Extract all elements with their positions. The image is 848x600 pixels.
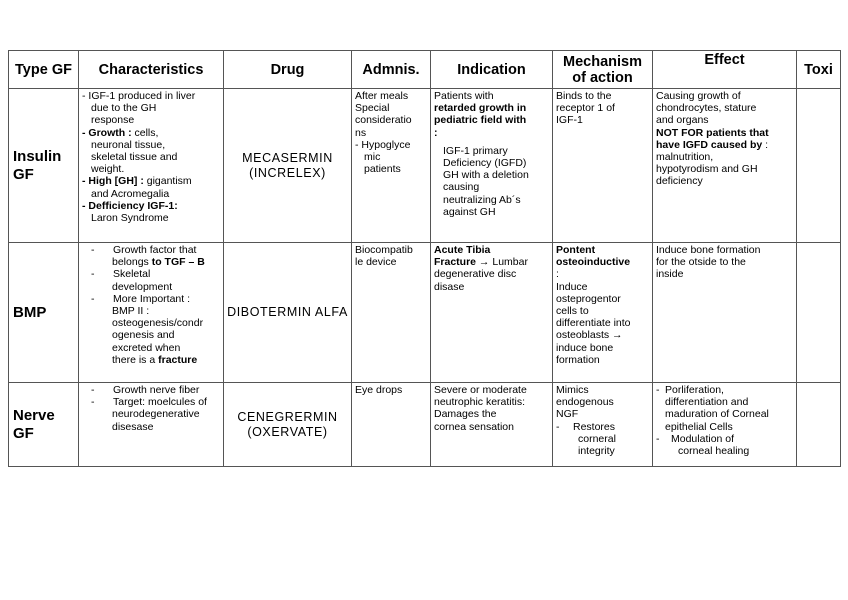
bullet-dash: - (556, 420, 560, 433)
text-line: differentiate into (556, 317, 631, 330)
text-line: malnutrition, (656, 151, 714, 164)
text-line: Causing growth of (656, 90, 741, 102)
bullet-dash: - (656, 384, 660, 396)
text-line: corneral (578, 432, 616, 445)
row-toxi (797, 89, 841, 243)
text-line: consideratio (355, 114, 412, 127)
text-line: : (762, 138, 769, 151)
row-type: Nerve GF (9, 383, 79, 467)
text-line: Eye drops (355, 384, 403, 396)
header-mechanism: Mechanism of action (553, 51, 653, 89)
text-line: ns (355, 126, 367, 139)
row-indication (431, 243, 553, 383)
text-line: cells, (131, 126, 159, 139)
text-bold: retarded growth in (434, 102, 527, 115)
text-line: Damages the (434, 408, 497, 421)
text-line: maduration of Corneal (665, 408, 769, 421)
text-line: for the otside to the (656, 256, 746, 269)
header-row (9, 51, 841, 89)
row-drug: MECASERMIN (INCRELEX) (224, 89, 352, 243)
text-line: le device (355, 256, 397, 269)
row-mechanism (553, 89, 653, 243)
text-line: neuronal tissue, (91, 138, 166, 151)
row-admnis (352, 383, 431, 467)
bullet-dash: - (656, 432, 660, 445)
text-line: Special (355, 102, 390, 115)
text-line: neurodegenerative (112, 408, 200, 421)
header-effect: Effect (653, 51, 797, 89)
header-type: Type GF (9, 51, 79, 89)
text-line: and organs (656, 114, 709, 127)
table-row (9, 383, 841, 467)
text-line: disesase (112, 420, 154, 433)
text-line: degenerative disc (434, 268, 517, 281)
text-bold: Pontent (556, 244, 596, 256)
text-line: ogenesis and (112, 329, 175, 342)
row-effect (653, 383, 797, 467)
text-line: Biocompatib (355, 244, 413, 256)
text-line: osteogenesis/condr (112, 317, 204, 330)
bullet-dash: - (91, 384, 95, 396)
row-characteristics (79, 89, 224, 243)
text-bold: - High [GH] : (82, 175, 144, 188)
text-line: IGF-1 (556, 114, 583, 127)
bullet-dash: - (91, 292, 95, 305)
row-toxi (797, 243, 841, 383)
text-line: endogenous (556, 396, 614, 409)
text-line: After meals (355, 90, 409, 102)
text-line: Skeletal (113, 268, 151, 281)
text-line: GH with a deletion (443, 169, 529, 182)
text-line: - Hypoglyce (355, 138, 411, 151)
row-characteristics (79, 383, 224, 467)
text-line: deficiency (656, 175, 703, 188)
text-line: BMP II : (112, 305, 150, 318)
text-line: skeletal tissue and (91, 151, 178, 164)
text-line: Growth nerve fiber (113, 384, 200, 396)
text-line: IGF-1 primary (443, 144, 508, 157)
text-line: causing (443, 181, 480, 194)
text-line: hypotyrodism and GH (656, 163, 758, 176)
row-admnis (352, 89, 431, 243)
row-indication (431, 383, 553, 467)
header-indication: Indication (431, 51, 553, 89)
text-line: → Lumbar (476, 256, 528, 269)
bullet-dash: - (91, 244, 95, 256)
row-drug: CENEGRERMIN (OXERVATE) (224, 383, 352, 467)
text-line: corneal healing (678, 445, 750, 458)
header-characteristics: Characteristics (79, 51, 224, 89)
text-bold: pediatric field with (434, 114, 527, 127)
text-line: development (112, 280, 173, 293)
header-toxi: Toxi (797, 51, 841, 89)
text-line: gigantism (143, 175, 192, 188)
row-drug: DIBOTERMIN ALFA (224, 243, 352, 383)
bullet-dash: - (91, 268, 95, 281)
text-line: neutralizing Ab´s (443, 193, 521, 206)
text-line: Induce (556, 280, 588, 293)
text-line: against GH (443, 205, 496, 218)
text-line: - IGF-1 produced in liver (82, 90, 196, 102)
text-bold: : (434, 126, 438, 139)
text-line: excreted when (112, 341, 181, 354)
text-line: mic (364, 151, 381, 164)
text-line: Patients with (434, 90, 494, 102)
table-row (9, 243, 841, 383)
text-line: More Important : (113, 292, 191, 305)
text-line: formation (556, 353, 600, 366)
row-type: BMP (9, 243, 79, 383)
table-row (9, 89, 841, 243)
text-line: patients (364, 163, 401, 176)
text-bold: - Defficiency IGF-1: (82, 199, 178, 212)
text-line: osteoblasts → (556, 329, 623, 342)
text-line: Mimics (556, 384, 589, 396)
text-line: osteprogentor (556, 292, 621, 305)
text-line: inside (656, 268, 684, 281)
text-line: Modulation of (671, 432, 735, 445)
text-bold: have IGFD caused by (656, 138, 763, 151)
text-bold: Fracture (434, 256, 477, 269)
row-toxi (797, 383, 841, 467)
row-mechanism (553, 243, 653, 383)
text-line: Induce bone formation (656, 244, 761, 256)
header-drug: Drug (224, 51, 352, 89)
text-line: Laron Syndrome (91, 212, 169, 225)
text-line: Growth factor that (113, 244, 197, 256)
row-admnis (352, 243, 431, 383)
text-line: epithelial Cells (665, 420, 733, 433)
growth-factor-table (8, 50, 841, 467)
text-line: chondrocytes, stature (656, 102, 757, 115)
text-bold: to TGF – B (151, 256, 205, 269)
text-line: weight. (91, 163, 125, 176)
text-line: Severe or moderate (434, 384, 527, 396)
text-line: NGF (556, 408, 579, 421)
row-effect (653, 243, 797, 383)
header-admnis: Admnis. (352, 51, 431, 89)
text-line: Deficiency (IGFD) (443, 157, 527, 170)
text-line: Restores (573, 420, 616, 433)
text-line: induce bone (556, 341, 614, 354)
row-effect (653, 89, 797, 243)
text-line: and Acromegalia (91, 187, 170, 200)
row-mechanism (553, 383, 653, 467)
text-line: Target: moelcules of (113, 396, 207, 409)
text-line: Binds to the (556, 90, 612, 102)
text-line: Porliferation, (665, 384, 724, 396)
text-bold: osteoinductive (556, 256, 631, 269)
text-line: integrity (578, 445, 615, 458)
text-line: due to the GH (91, 102, 157, 115)
row-indication (431, 89, 553, 243)
text-line: differentiation and (665, 396, 749, 409)
text-bold: - Growth : (82, 126, 132, 139)
row-characteristics (79, 243, 224, 383)
text-line: : (556, 268, 559, 281)
text-bold: NOT FOR patients that (656, 126, 769, 139)
text-line: response (91, 114, 135, 127)
row-type: Insulin GF (9, 89, 79, 243)
text-line: belongs (112, 256, 152, 269)
text-bold: Acute Tibia (434, 244, 491, 256)
text-line: receptor 1 of (556, 102, 615, 115)
bullet-dash: - (91, 396, 95, 409)
text-bold: fracture (158, 353, 198, 366)
text-line: cornea sensation (434, 420, 514, 433)
text-line: there is a (112, 353, 159, 366)
text-line: cells to (556, 305, 589, 318)
text-line: disase (434, 280, 465, 293)
text-line: neutrophic keratitis: (434, 396, 526, 409)
